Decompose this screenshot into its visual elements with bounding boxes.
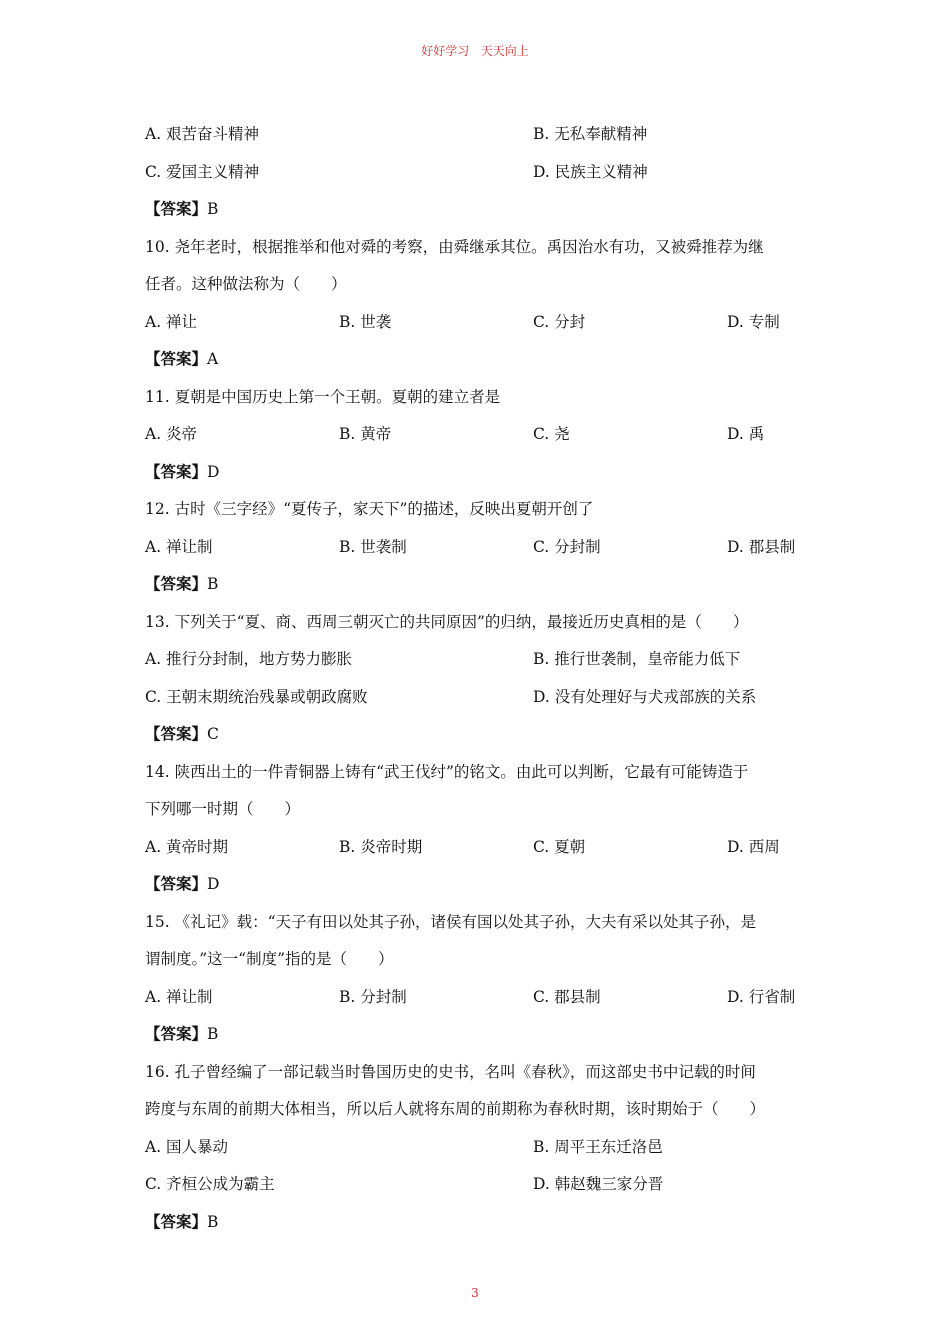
option-choice: D. 没有处理好与犬戎部族的关系 [533,687,757,706]
options-row [145,418,825,456]
option-choice: B. 周平王东迁洛邑 [533,1137,663,1156]
options-row [145,981,825,1019]
options-row [145,643,825,681]
option-choice: B. 世袭 [339,312,392,331]
option-choice: D. 行省制 [727,987,796,1006]
question-text-line: 10. 尧年老时，根据推举和他对舜的考察，由舜继承其位。禹因治水有功，又被舜推荐为继 [145,237,764,256]
options-row [145,156,825,194]
options-row [145,306,825,344]
option-choice: C. 齐桓公成为霸主 [145,1175,275,1193]
answer-value: A [207,350,219,368]
options-row [145,1168,825,1206]
option-choice: C. 郡县制 [533,987,601,1006]
answer-label: 【答案】 [145,874,208,893]
option-choice: A. 黄帝时期 [145,837,229,856]
option-choice: A. 艰苦奋斗精神 [145,125,260,143]
options-row [145,118,825,156]
option-choice: C. 夏朝 [533,837,586,856]
answer-label: 【答案】 [145,1024,208,1043]
answer-line [145,343,825,381]
answer-value: B [207,200,219,218]
page-number: 3 [471,1286,479,1300]
answer-line [145,568,825,606]
option-choice: D. 民族主义精神 [533,162,648,181]
answer-value: D [207,462,220,481]
option-choice: A. 禅让制 [145,987,213,1006]
answer-value: B [207,1025,219,1043]
option-choice: D. 专制 [727,312,780,331]
question-text-line: 谓制度。”这一“制度”指的是（ ） [145,950,394,968]
options-row [145,531,825,569]
answer-line [145,868,825,906]
answer-line [145,456,825,494]
option-choice: A. 推行分封制，地方势力膨胀 [145,650,353,668]
question-text-line: 11. 夏朝是中国历史上第一个王朝。夏朝的建立者是 [145,387,501,406]
option-choice: A. 炎帝 [145,425,198,443]
option-choice: D. 韩赵魏三家分晋 [533,1175,664,1193]
question-text-line: 12. 古时《三字经》“夏传子，家天下”的描述，反映出夏朝开创了 [145,500,594,518]
answer-value: C [207,725,219,743]
option-choice: C. 分封 [533,312,586,331]
option-choice: D. 西周 [727,837,780,856]
question-text-line: 13. 下列关于“夏、商、西周三朝灭亡的共同原因”的归纳，最接近历史真相的是（ ） [145,612,749,631]
option-choice: B. 无私奉献精神 [533,125,648,143]
option-choice: C. 王朝末期统治残暴或朝政腐败 [145,687,368,706]
answer-label: 【答案】 [145,461,208,481]
question-text-line: 15. 《礼记》载：“天子有田以处其子孙，诸侯有国以处其子孙，大夫有采以处其子孙，是 [145,912,757,931]
answer-line [145,1206,825,1244]
question-text-line: 下列哪一时期（ ） [145,800,301,818]
question-text-line: 14. 陕西出土的一件青铜器上铸有“武王伐纣”的铭文。由此可以判断，它最有可能铸造于 [145,762,749,781]
answer-line [145,718,825,756]
question-text-line: 任者。这种做法称为（ ） [145,275,347,293]
document-body [145,118,825,1243]
answer-value: B [207,575,219,593]
answer-value: B [207,1212,219,1231]
option-choice: B. 世袭制 [339,537,407,556]
answer-line [145,1018,825,1056]
option-choice: D. 禹 [727,425,765,443]
option-choice: A. 禅让制 [145,537,213,556]
answer-line [145,193,825,231]
option-choice: C. 尧 [533,425,570,443]
option-choice: B. 炎帝时期 [339,837,423,856]
answer-label: 【答案】 [145,1211,208,1231]
option-choice: A. 国人暴动 [145,1137,229,1156]
answer-label: 【答案】 [145,574,208,593]
option-choice: C. 爱国主义精神 [145,162,260,181]
option-choice: D. 郡县制 [727,537,796,556]
options-row [145,1131,825,1169]
options-row [145,681,825,719]
answer-value: D [207,875,220,893]
question-text-line: 跨度与东周的前期大体相当，所以后人就将东周的前期称为春秋时期，该时期始于（ ） [145,1100,766,1118]
options-row [145,831,825,869]
answer-label: 【答案】 [145,724,208,743]
option-choice: B. 推行世袭制，皇帝能力低下 [533,650,741,668]
option-choice: B. 分封制 [339,987,407,1006]
answer-label: 【答案】 [145,349,208,368]
option-choice: A. 禅让 [145,312,198,331]
option-choice: C. 分封制 [533,537,601,556]
page-header: 好好学习 天天向上 [421,44,529,58]
option-choice: B. 黄帝 [339,425,392,443]
question-text-line: 16. 孔子曾经编了一部记载当时鲁国历史的史书，名叫《春秋》，而这部史书中记载的时间 [145,1062,756,1081]
answer-label: 【答案】 [145,199,208,218]
